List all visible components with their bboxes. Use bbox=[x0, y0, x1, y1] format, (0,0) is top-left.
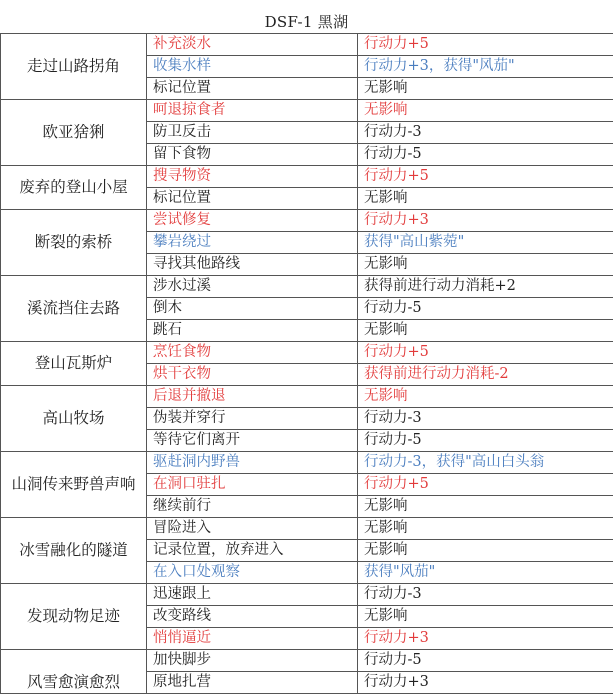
table-row bbox=[1, 34, 613, 56]
effect-cell: 获得前进行动力消耗-2 bbox=[358, 364, 613, 386]
choice-cell: 在入口处观察 bbox=[147, 562, 358, 584]
effect-cell: 行动力+3，获得"风茄" bbox=[358, 56, 613, 78]
choice-cell: 留下食物 bbox=[147, 144, 358, 166]
effect-cell: 无影响 bbox=[358, 254, 613, 276]
effect-cell: 无影响 bbox=[358, 496, 613, 518]
scene-cell: 冰雪融化的隧道 bbox=[1, 518, 147, 584]
effect-cell: 行动力-5 bbox=[358, 144, 613, 166]
effect-cell: 行动力-3 bbox=[358, 122, 613, 144]
table-row bbox=[1, 100, 613, 122]
effect-cell: 行动力-5 bbox=[358, 298, 613, 320]
table-row bbox=[1, 210, 613, 232]
scene-cell: 断裂的索桥 bbox=[1, 210, 147, 276]
effect-cell: 获得"风茄" bbox=[358, 562, 613, 584]
choice-cell: 改变路线 bbox=[147, 606, 358, 628]
effect-cell: 行动力+5 bbox=[358, 166, 613, 188]
choice-cell: 防卫反击 bbox=[147, 122, 358, 144]
effect-cell: 无影响 bbox=[358, 100, 613, 122]
scene-cell: 溪流挡住去路 bbox=[1, 276, 147, 342]
choice-cell: 搜寻物资 bbox=[147, 166, 358, 188]
effect-cell: 行动力-5 bbox=[358, 650, 613, 672]
choice-cell: 悄悄逼近 bbox=[147, 628, 358, 650]
choice-cell: 涉水过溪 bbox=[147, 276, 358, 298]
choice-cell: 跳石 bbox=[147, 320, 358, 342]
effect-cell: 获得前进行动力消耗+2 bbox=[358, 276, 613, 298]
effect-cell: 无影响 bbox=[358, 606, 613, 628]
effect-cell: 行动力-3 bbox=[358, 408, 613, 430]
effect-cell: 行动力-5 bbox=[358, 430, 613, 452]
choice-cell: 原地扎营 bbox=[147, 672, 358, 694]
scene-cell: 登山瓦斯炉 bbox=[1, 342, 147, 386]
sheet-title: DSF-1 黑湖 bbox=[0, 11, 613, 32]
scene-cell: 废弃的登山小屋 bbox=[1, 166, 147, 210]
choice-cell: 迅速跟上 bbox=[147, 584, 358, 606]
scene-cell: 高山牧场 bbox=[1, 386, 147, 452]
table-row bbox=[1, 386, 613, 408]
table-row bbox=[1, 452, 613, 474]
event-table bbox=[0, 33, 613, 694]
choice-cell: 等待它们离开 bbox=[147, 430, 358, 452]
table-row bbox=[1, 166, 613, 188]
effect-cell: 行动力-3 bbox=[358, 584, 613, 606]
choice-cell: 后退并撤退 bbox=[147, 386, 358, 408]
effect-cell: 无影响 bbox=[358, 320, 613, 342]
scene-cell: 风雪愈演愈烈 bbox=[1, 650, 147, 694]
scene-cell: 发现动物足迹 bbox=[1, 584, 147, 650]
choice-cell: 补充淡水 bbox=[147, 34, 358, 56]
effect-cell: 行动力+3 bbox=[358, 672, 613, 694]
table-row bbox=[1, 518, 613, 540]
effect-cell: 无影响 bbox=[358, 540, 613, 562]
effect-cell: 行动力+3 bbox=[358, 628, 613, 650]
choice-cell: 烘干衣物 bbox=[147, 364, 358, 386]
choice-cell: 攀岩绕过 bbox=[147, 232, 358, 254]
choice-cell: 倒木 bbox=[147, 298, 358, 320]
choice-cell: 记录位置，放弃进入 bbox=[147, 540, 358, 562]
effect-cell: 行动力+5 bbox=[358, 342, 613, 364]
choice-cell: 烹饪食物 bbox=[147, 342, 358, 364]
choice-cell: 继续前行 bbox=[147, 496, 358, 518]
choice-cell: 收集水样 bbox=[147, 56, 358, 78]
table-row bbox=[1, 342, 613, 364]
choice-cell: 加快脚步 bbox=[147, 650, 358, 672]
event-table-body bbox=[1, 34, 613, 694]
scene-cell: 走过山路拐角 bbox=[1, 34, 147, 100]
effect-cell: 行动力+5 bbox=[358, 34, 613, 56]
choice-cell: 驱赶洞内野兽 bbox=[147, 452, 358, 474]
effect-cell: 无影响 bbox=[358, 78, 613, 100]
choice-cell: 尝试修复 bbox=[147, 210, 358, 232]
choice-cell: 标记位置 bbox=[147, 78, 358, 100]
scene-cell: 欧亚猞猁 bbox=[1, 100, 147, 166]
choice-cell: 伪装并穿行 bbox=[147, 408, 358, 430]
choice-cell: 在洞口驻扎 bbox=[147, 474, 358, 496]
choice-cell: 呵退掠食者 bbox=[147, 100, 358, 122]
effect-cell: 获得"高山紫菀" bbox=[358, 232, 613, 254]
choice-cell: 冒险进入 bbox=[147, 518, 358, 540]
table-row bbox=[1, 276, 613, 298]
table-row bbox=[1, 650, 613, 672]
scene-cell: 山洞传来野兽声响 bbox=[1, 452, 147, 518]
effect-cell: 无影响 bbox=[358, 188, 613, 210]
effect-cell: 无影响 bbox=[358, 386, 613, 408]
effect-cell: 行动力+5 bbox=[358, 474, 613, 496]
effect-cell: 行动力-3，获得"高山白头翁 bbox=[358, 452, 613, 474]
effect-cell: 无影响 bbox=[358, 518, 613, 540]
effect-cell: 行动力+3 bbox=[358, 210, 613, 232]
choice-cell: 寻找其他路线 bbox=[147, 254, 358, 276]
table-row bbox=[1, 584, 613, 606]
choice-cell: 标记位置 bbox=[147, 188, 358, 210]
